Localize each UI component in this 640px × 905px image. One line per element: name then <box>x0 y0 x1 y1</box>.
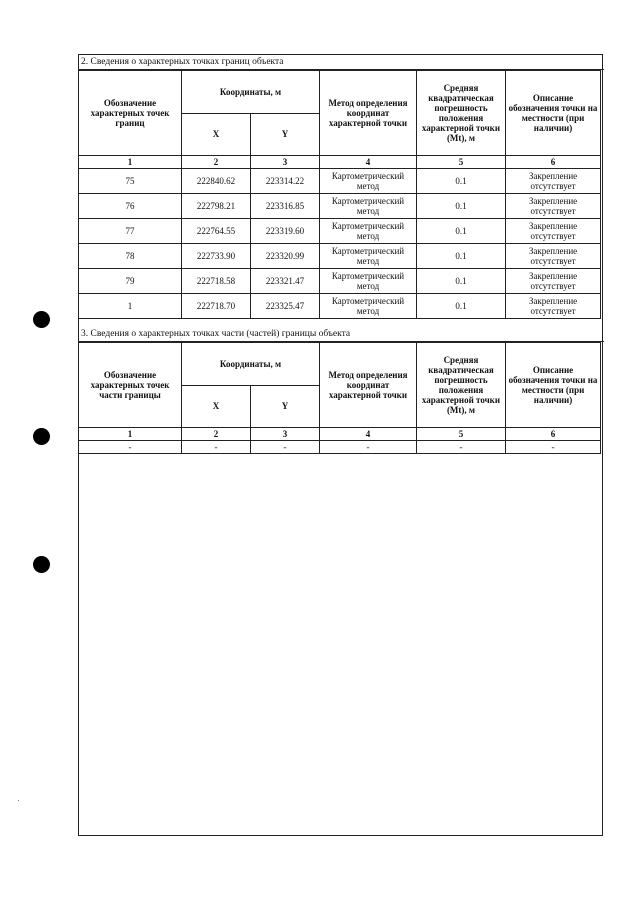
cell-x: 222733.90 <box>182 244 251 269</box>
col-number: 4 <box>320 428 417 441</box>
section-3-title: 3. Сведения о характерных точках части (частей) границы объекта <box>79 327 604 342</box>
cell-y: 223319.60 <box>251 219 320 244</box>
table-row <box>79 169 601 194</box>
col-number: 4 <box>320 156 417 169</box>
cell-y: 223321.47 <box>251 269 320 294</box>
col-number: 1 <box>79 156 182 169</box>
header-point: Обозначение характерных точек границ <box>79 71 182 156</box>
cell-x: - <box>182 441 251 454</box>
cell-error: 0.1 <box>417 169 506 194</box>
col-number: 6 <box>506 156 601 169</box>
col-number: 5 <box>417 156 506 169</box>
cell-method: Картометрический метод <box>320 269 417 294</box>
cell-y: 223316.85 <box>251 194 320 219</box>
header-x: X <box>182 113 251 156</box>
cell-desc: Закрепление отсутствует <box>506 294 601 319</box>
col-number: 5 <box>417 428 506 441</box>
cell-point: 1 <box>79 294 182 319</box>
cell-method: Картометрический метод <box>320 169 417 194</box>
cell-method: Картометрический метод <box>320 244 417 269</box>
cell-desc: Закрепление отсутствует <box>506 194 601 219</box>
cell-x: 222718.70 <box>182 294 251 319</box>
cell-desc: Закрепление отсутствует <box>506 269 601 294</box>
cell-point: 78 <box>79 244 182 269</box>
col-number: 1 <box>79 428 182 441</box>
binder-hole <box>33 428 50 445</box>
cell-desc: - <box>506 441 601 454</box>
col-number: 2 <box>182 428 251 441</box>
cell-point: 76 <box>79 194 182 219</box>
cell-point: - <box>79 441 182 454</box>
table-row <box>79 269 601 294</box>
cell-x: 222764.55 <box>182 219 251 244</box>
header-error: Средняя квадратическая погрешность положения характерной точки (Mt), м <box>417 71 506 156</box>
table-row <box>79 441 601 454</box>
cell-method: Картометрический метод <box>320 294 417 319</box>
table-row <box>79 219 601 244</box>
table-row <box>79 194 601 219</box>
col-number: 3 <box>251 156 320 169</box>
table-row <box>79 294 601 319</box>
cell-x: 222718.58 <box>182 269 251 294</box>
cell-method: Картометрический метод <box>320 219 417 244</box>
table-row <box>79 244 601 269</box>
col-number: 3 <box>251 428 320 441</box>
cell-method: - <box>320 441 417 454</box>
header-method: Метод определения координат характерной точки <box>320 343 417 428</box>
header-desc: Описание обозначения точки на местности (при наличии) <box>506 71 601 156</box>
scan-speck <box>18 800 19 801</box>
cell-point: 75 <box>79 169 182 194</box>
cell-method: Картометрический метод <box>320 194 417 219</box>
section-2-title: 2. Сведения о характерных точках границ объекта <box>79 55 604 70</box>
cell-y: 223314.22 <box>251 169 320 194</box>
section-3-table <box>78 342 601 454</box>
col-number: 2 <box>182 156 251 169</box>
cell-error: 0.1 <box>417 294 506 319</box>
header-x: X <box>182 385 251 428</box>
cell-error: 0.1 <box>417 244 506 269</box>
header-y: Y <box>251 385 320 428</box>
cell-y: 223325.47 <box>251 294 320 319</box>
cell-point: 79 <box>79 269 182 294</box>
cell-error: 0.1 <box>417 194 506 219</box>
cell-y: 223320.99 <box>251 244 320 269</box>
header-coords: Координаты, м <box>182 71 320 114</box>
header-desc: Описание обозначения точки на местности (при наличии) <box>506 343 601 428</box>
cell-error: - <box>417 441 506 454</box>
cell-point: 77 <box>79 219 182 244</box>
header-point: Обозначение характерных точек части границы <box>79 343 182 428</box>
header-y: Y <box>251 113 320 156</box>
binder-hole <box>33 311 50 328</box>
header-method: Метод определения координат характерной точки <box>320 71 417 156</box>
cell-x: 222798.21 <box>182 194 251 219</box>
section-2-table <box>78 70 601 319</box>
cell-desc: Закрепление отсутствует <box>506 219 601 244</box>
cell-x: 222840.62 <box>182 169 251 194</box>
header-coords: Координаты, м <box>182 343 320 386</box>
cell-desc: Закрепление отсутствует <box>506 244 601 269</box>
header-error: Средняя квадратическая погрешность положения характерной точки (Mt), м <box>417 343 506 428</box>
binder-hole <box>33 556 50 573</box>
cell-desc: Закрепление отсутствует <box>506 169 601 194</box>
cell-y: - <box>251 441 320 454</box>
col-number: 6 <box>506 428 601 441</box>
cell-error: 0.1 <box>417 269 506 294</box>
cell-error: 0.1 <box>417 219 506 244</box>
